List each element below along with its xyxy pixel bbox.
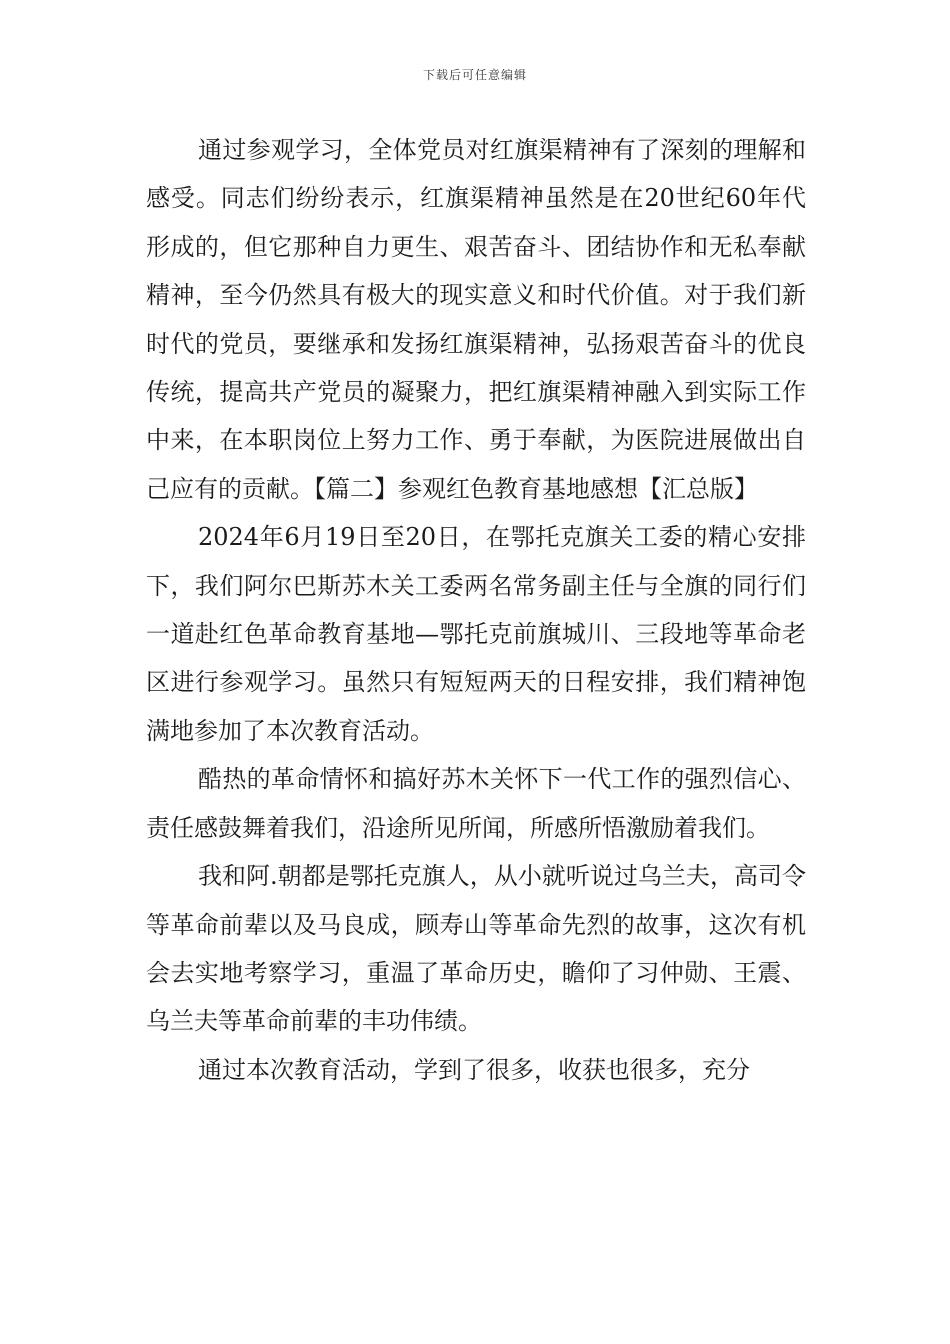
paragraph: 酷热的革命情怀和搞好苏木关怀下一代工作的强烈信心、责任感鼓舞着我们，沿途所见所闻，所感所悟激励着我们。 <box>146 765 806 842</box>
document-body <box>146 126 806 1094</box>
paragraph: 通过参观学习，全体党员对红旗渠精神有了深刻的理解和感受。同志们纷纷表示，红旗渠精神虽然是在20世纪60年代形成的，但它那种自力更生、艰苦奋斗、团结协作和无私奉献精神，至今仍然具有极大的现实意义和时代价值。对于我们新时代的党员，要继承和发扬红旗渠精神，弘扬艰苦奋斗的优良传统，提高共产党员的凝聚力，把红旗渠精神融入到实际工作中来，在本职岗位上努力工作、勇于奉献，为医院进展做出自己应有的贡献。【篇二】参观红色教育基地感想【汇总版】 <box>146 136 806 503</box>
paragraph: 2024年6月19日至20日，在鄂托克旗关工委的精心安排下，我们阿尔巴斯苏木关工委两名常务副主任与全旗的同行们一道赴红色革命教育基地—鄂托克前旗城川、三段地等革命老区进行参观学习。虽然只有短短两天的日程安排，我们精神饱满地参加了本次教育活动。 <box>146 523 806 745</box>
paragraph: 我和阿.朝都是鄂托克旗人，从小就听说过乌兰夫，高司令等革命前辈以及马良成，顾寿山等革命先烈的故事，这次有机会去实地考察学习，重温了革命历史，瞻仰了习仲勋、王震、乌兰夫等革命前辈的丰功伟绩。 <box>146 862 806 1036</box>
page-header: 下载后可任意编辑 <box>422 68 527 82</box>
paragraph: 通过本次教育活动，学到了很多，收获也很多，充分 <box>198 1055 750 1084</box>
